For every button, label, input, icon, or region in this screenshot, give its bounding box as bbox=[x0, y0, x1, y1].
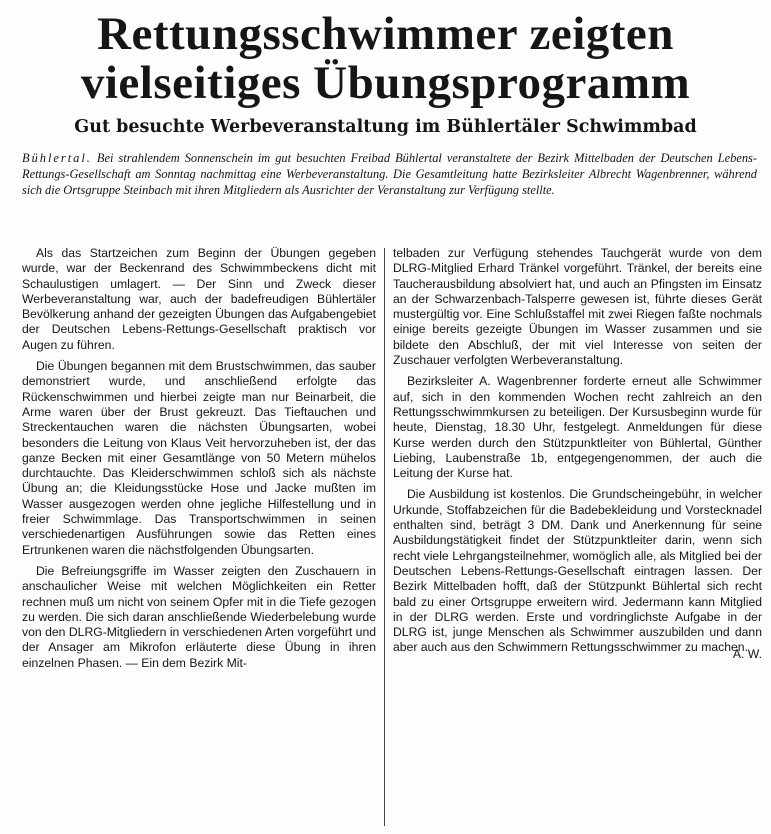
paragraph: telbaden zur Verfügung stehendes Tauchgerät wurde von dem DLRG-Mitglied Erhard Tränkel vorgeführt. Tränkel, der bereits eine Taucherausbildung absolviert hat, und auch an Pfingsten im Einsatz an der Schwarzenbach-Talsperre gewesen ist, führte dieses Gerät mustergültig vor. Eine Schlußstaffel mit zwei Riegen faßte nochmals einige bereits gezeigte Übungen im Wasser zusammen und sie bildete den Abschluß, der mit viel Interesse von seiten der Zuschauer verfolgten Werbeveranstaltung. bbox=[393, 246, 762, 368]
paragraph: Bezirksleiter A. Wagenbrenner forderte erneut alle Schwimmer auf, sich in den kommenden Wochen recht zahlreich an den Rettungsschwimmkursen zu beteiligen. Der Kursusbeginn wurde für heute, Dienstag, 18.30 Uhr, festgelegt. Anmeldungen für diese Kurse werden durch den Stützpunktleiter von Bühlertal, Günther Liebing, Laubenstraße 1b, entgegengenommen, der auch die Leitung der Kurse hat. bbox=[393, 374, 762, 481]
lead-paragraph bbox=[22, 150, 757, 198]
paragraph: Die Befreiungsgriffe im Wasser zeigten den Zuschauern in anschaulicher Weise mit welchen Möglichkeiten ein Retter rechnen muß um nicht von seinem Opfer mit in die Tiefe gezogen zu werden. Die sich daran anschließende Wiederbelebung wurde von den DLRG-Mitgliedern in verschiedenen Arten vorgeführt und der Ansager am Mikrofon erläuterte diese Übung in ihren einzelnen Phasen. — Ein dem Bezirk Mit- bbox=[22, 563, 376, 670]
author-signature: A. W. bbox=[732, 646, 762, 661]
paragraph: Als das Startzeichen zum Beginn der Übungen gegeben wurde, war der Beckenrand des Schwimmbeckens dicht mit Schaulustigen umlagert. — Der Sinn und Zweck dieser Werbeveranstaltung war, auch der badefreudigen Bühlertäler Bevölkerung anhand der gezeigten Übungen das Aufgabengebiet der Deutschen Lebens-Rettungs-Gesellschaft praktisch vor Augen zu führen. bbox=[22, 246, 376, 352]
right-column bbox=[393, 246, 762, 662]
lead-text: Bei strahlendem Sonnenschein im gut besuchten Freibad Bühlertal veranstaltete der Bezirk Mittelbaden der Deutschen Lebens-Rettungs-Gesellschaft am Sonntag nachmittag eine Werbeveranstaltung. Die Gesamtleitung hatte Bezirksleiter Albrecht Wagenbrenner, während sich die Ortsgruppe Steinbach mit ihren Mitgliedern als Ausrichter der Veranstaltung zur Verfügung stellte. bbox=[22, 151, 757, 197]
article-body bbox=[0, 246, 771, 834]
dateline-place: Bühlertal. bbox=[22, 151, 92, 165]
headline bbox=[0, 0, 771, 108]
paragraph: Die Übungen begannen mit dem Brustschwimmen, das sauber demonstriert wurde, und anschließend erfolgte das Rückenschwimmen und hierbei zeigte man nur Beinarbeit, die Arme waren über der Brust gekreuzt. Das Tieftauchen und Streckentauchen waren die nächsten Übungsarten, wobei besonders die Leitung von Klaus Veit hervorzuheben ist, der das ganze Becken mit einer Gesamtlänge von 50 Metern mühelos durchtauchte. Das Kleiderschwimmen schloß sich als nächste Übung an; die Kleidungsstücke Hose und Jacke mußten im Wasser ausgezogen werden ohne jegliche Hilfestellung und in freier Schwimmlage. Das Transportschwimmen in seinen verschiedenartigen Ausführungen sowie das Retten eines Ertrunkenen waren die nächstfolgenden Übungsarten. bbox=[22, 359, 376, 557]
column-divider bbox=[384, 248, 385, 826]
headline-line-1: Rettungsschwimmer zeigten bbox=[97, 8, 674, 60]
left-column bbox=[22, 246, 376, 677]
headline-line-2: vielseitiges Übungsprogramm bbox=[80, 57, 691, 109]
paragraph: Die Ausbildung ist kostenlos. Die Grundscheingebühr, in welcher Urkunde, Stoffabzeichen für die Badebekleidung und Vorstecknadel enthalten sind, beträgt 3 DM. Dank und Anerkennung für seine Ausbildungstätigkeit findet der Stützpunktleiter darin, wenn sich recht viele Lehrgangsteilnehmer, womöglich alle, als Mitglied bei der Deutschen Lebens-Rettungs-Gesellschaft eintragen lassen. Der Bezirk Mittelbaden hofft, daß der Stützpunkt Bühlertal sich recht bald zu einer Ortsgruppe erweitern wird. Jedermann kann Mitglied in der DLRG werden. Erste und vordringlichste Aufgabe in der DLRG ist, junge Menschen als Schwimmer auszubilden und dann aber auch aus den Schwimmern Rettungsschwimmer zu machen. bbox=[393, 487, 762, 655]
subheadline: Gut besuchte Werbeveranstaltung im Bühlertäler Schwimmbad bbox=[74, 117, 697, 137]
